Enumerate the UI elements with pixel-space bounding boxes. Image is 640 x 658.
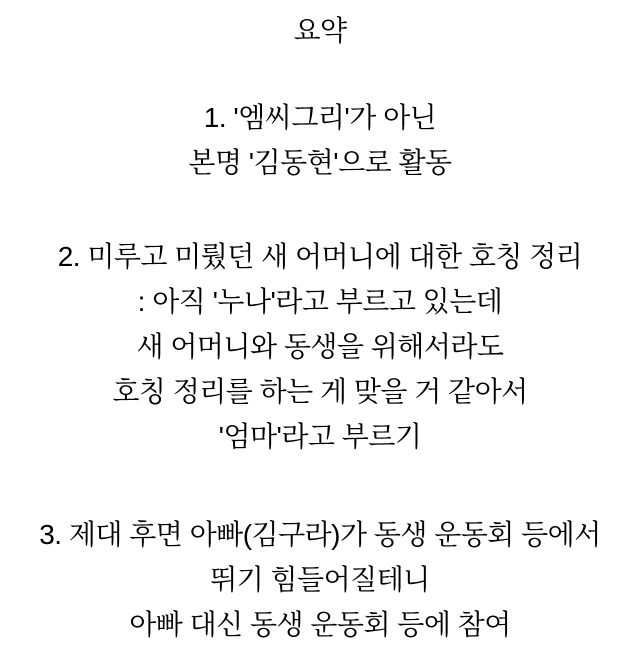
summary-line: '엄마'라고 부르기 (218, 421, 422, 452)
summary-line: 뛰기 힘들어질테니 (210, 564, 430, 595)
summary-line: 새 어머니와 동생을 위해서라도 (136, 331, 504, 362)
spacer (0, 185, 640, 234)
summary-line: 아빠 대신 동생 운동회 등에 참여 (129, 609, 511, 640)
summary-section-1 (0, 95, 640, 185)
summary-line: 1. '엠씨그리'가 아닌 (203, 102, 437, 133)
summary-section-3 (0, 512, 640, 647)
page-title: 요약 (293, 15, 347, 46)
summary-line: : 아직 '누나'라고 부르고 있는데 (137, 286, 503, 317)
summary-line: 호칭 정리를 하는 게 맞을 거 같아서 (112, 376, 528, 407)
spacer (0, 53, 640, 95)
summary-line: 3. 제대 후면 아빠(김구라)가 동생 운동회 등에서 (39, 519, 601, 550)
summary-line: 본명 '김동현'으로 활동 (188, 147, 452, 178)
summary-line: 2. 미루고 미뤘던 새 어머니에 대한 호칭 정리 (57, 241, 583, 272)
summary-section-2 (0, 234, 640, 459)
spacer (0, 459, 640, 512)
